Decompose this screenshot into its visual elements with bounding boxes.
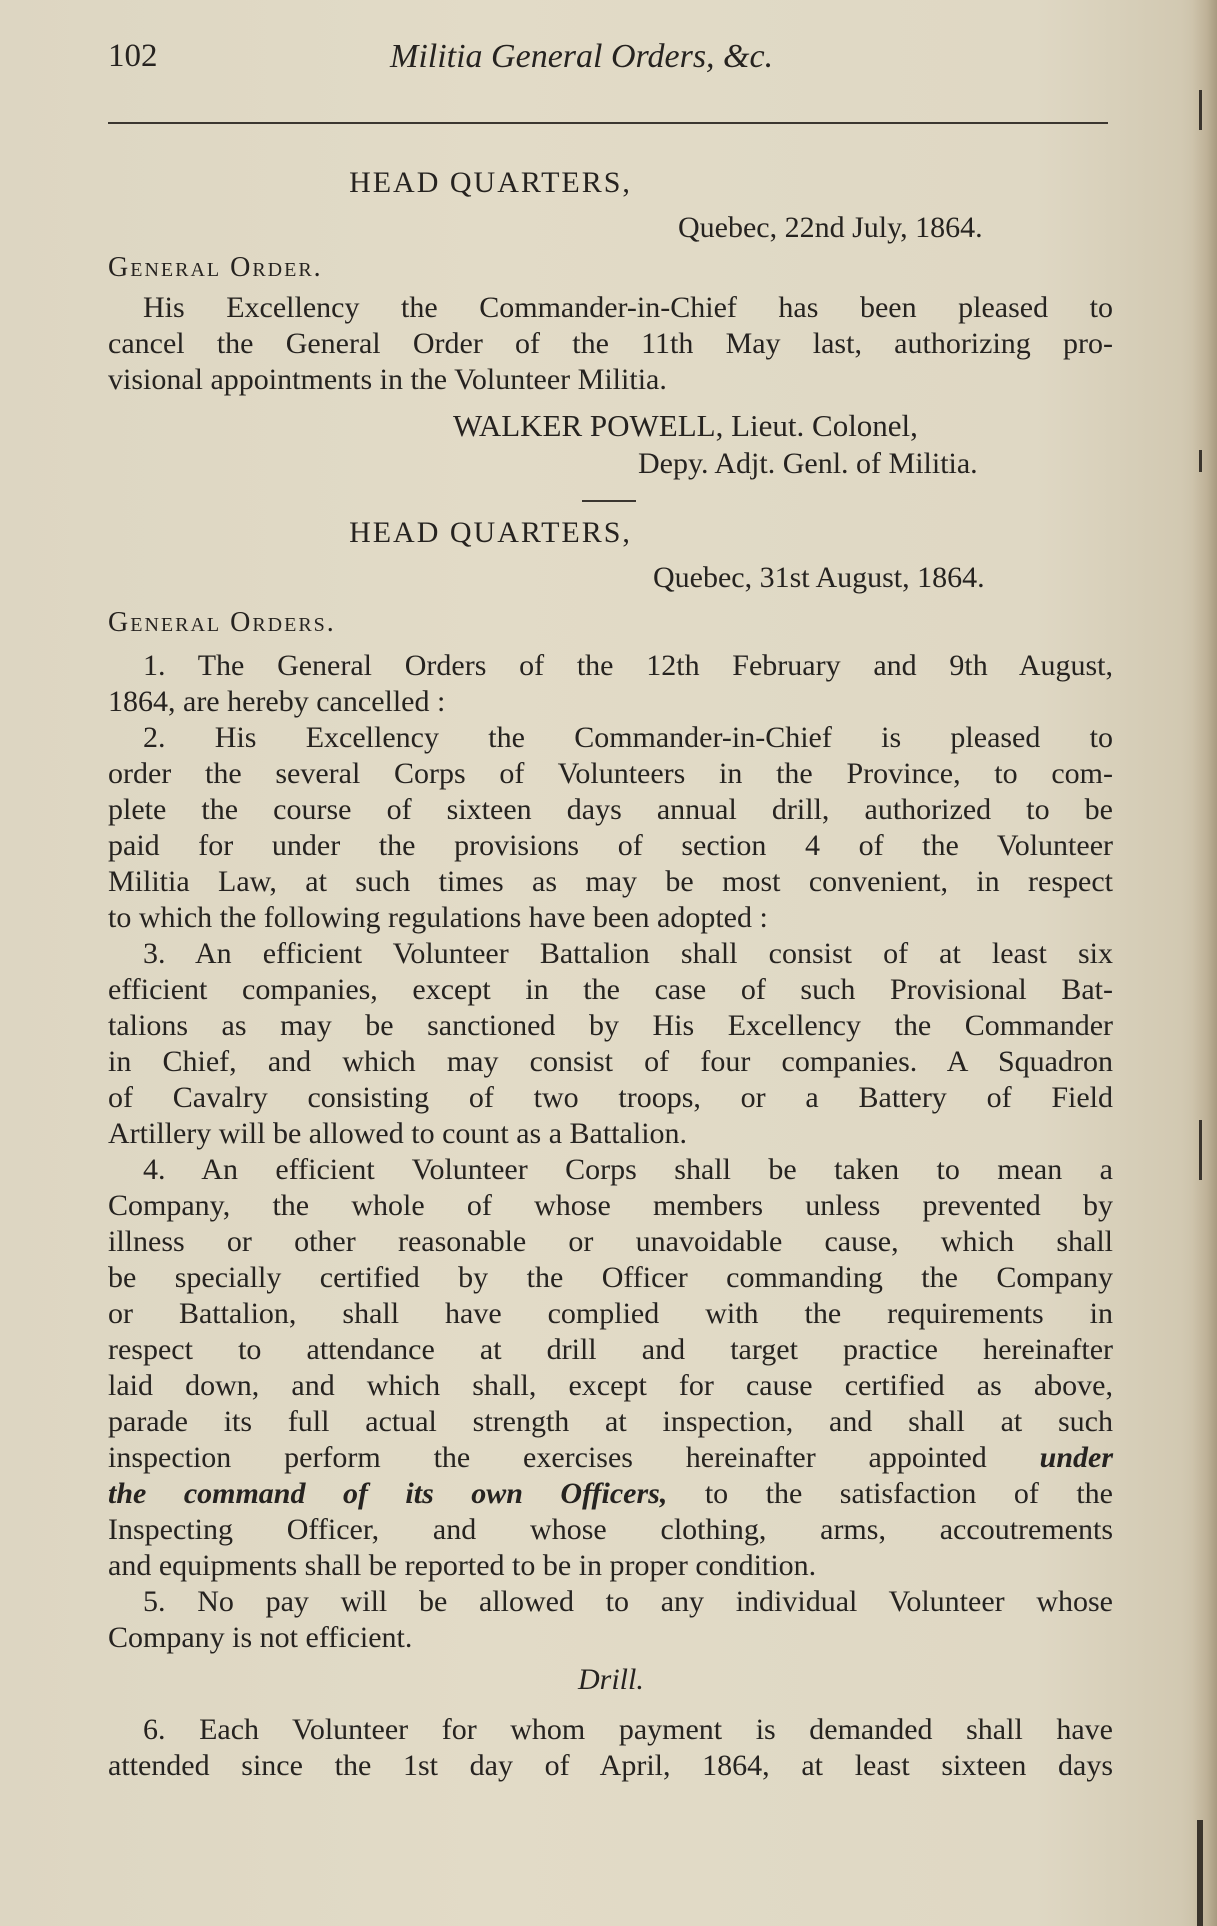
order1-line: visional appointments in the Volunteer Militia. — [108, 363, 667, 396]
signature-name: WALKER POWELL, Lieut. Colonel, — [453, 408, 918, 443]
order2-line: Inspecting Officer, and whose clothing, arms, accoutrements — [108, 1513, 1113, 1546]
order2-line: illness or other reasonable or unavoidable cause, which shall — [108, 1225, 1113, 1258]
header-rule — [108, 122, 1108, 124]
order2-line: plete the course of sixteen days annual drill, authorized to be — [108, 793, 1113, 826]
order2-line: Militia Law, at such times as may be most convenient, in respect — [108, 865, 1113, 898]
order2-line: of Cavalry consisting of two troops, or a Battery of Field — [108, 1081, 1113, 1114]
order2-line: Company is not efficient. — [108, 1621, 413, 1654]
order1-line: His Excellency the Commander-in-Chief has been pleased to — [143, 291, 1113, 324]
order2-line: 6. Each Volunteer for whom payment is demanded shall have — [143, 1713, 1113, 1746]
order2-place-date: Quebec, 31st August, 1864. — [653, 561, 985, 594]
running-header — [108, 38, 1123, 88]
order2-line: Artillery will be allowed to count as a Battalion. — [108, 1117, 688, 1150]
page-edge — [1191, 0, 1217, 1926]
order2-line: be specially certified by the Officer commanding the Company — [108, 1261, 1113, 1294]
edge-mark — [1199, 90, 1202, 130]
italic-under: under — [1039, 1441, 1113, 1474]
order2-heading: HEAD QUARTERS, — [349, 516, 632, 549]
order2-line: or Battalion, shall have complied with the requirements in — [108, 1297, 1113, 1330]
order2-line: parade its full actual strength at inspection, and shall at such — [108, 1405, 1113, 1438]
order2-line: Company, the whole of whose members unless prevented by — [108, 1189, 1113, 1222]
page-content — [108, 0, 1123, 1926]
order2-line: in Chief, and which may consist of four companies. A Squadron — [108, 1045, 1113, 1078]
order2-line: efficient companies, except in the case of such Provisional Bat- — [108, 973, 1113, 1006]
order2-line: and equipments shall be reported to be in proper condition. — [108, 1549, 817, 1582]
order2-line: 5. No pay will be allowed to any individual Volunteer whose — [143, 1585, 1113, 1618]
order2-line: respect to attendance at drill and target practice hereinafter — [108, 1333, 1113, 1366]
order2-line: order the several Corps of Volunteers in the Province, to com- — [108, 757, 1113, 790]
italic-command: the command of its own Officers, — [108, 1477, 668, 1510]
order2-line: to which the following regulations have been adopted : — [108, 901, 768, 934]
edge-mark — [1199, 450, 1202, 472]
order2-line: 1864, are hereby cancelled : — [108, 685, 446, 718]
order1-label: General Order. — [108, 252, 323, 283]
order2-line — [108, 1476, 1113, 1512]
command-rest: to the satisfaction of the — [704, 1477, 1113, 1510]
order2-line: 4. An efficient Volunteer Corps shall be taken to mean a — [143, 1153, 1113, 1186]
order1-place-date: Quebec, 22nd July, 1864. — [678, 211, 983, 244]
order2-line: 1. The General Orders of the 12th February and 9th August, — [143, 649, 1113, 682]
order2-line: attended since the 1st day of April, 1864, at least sixteen days — [108, 1749, 1113, 1782]
signature-title: Depy. Adjt. Genl. of Militia. — [638, 447, 978, 480]
section-divider — [582, 500, 636, 502]
inspection-text: inspection perform the exercises hereinafter appointed — [108, 1441, 987, 1474]
order2-label: General Orders. — [108, 607, 336, 638]
edge-mark — [1199, 1120, 1202, 1180]
order2-line: talions as may be sanctioned by His Excellency the Commander — [108, 1009, 1113, 1042]
order2-line: laid down, and which shall, except for cause certified as above, — [108, 1369, 1113, 1402]
order2-line: 2. His Excellency the Commander-in-Chief is pleased to — [143, 721, 1113, 754]
running-title: Militia General Orders, &c. — [390, 38, 774, 75]
order2-line — [108, 1440, 1113, 1476]
order1-heading: HEAD QUARTERS, — [349, 166, 632, 199]
order2-line: paid for under the provisions of section 4 of the Volunteer — [108, 829, 1113, 862]
page-number: 102 — [108, 38, 158, 74]
edge-mark — [1197, 1820, 1203, 1926]
order2-line: 3. An efficient Volunteer Battalion shall consist of at least six — [143, 937, 1113, 970]
order1-line: cancel the General Order of the 11th May last, authorizing pro- — [108, 327, 1113, 360]
drill-subheading: Drill. — [578, 1663, 644, 1696]
